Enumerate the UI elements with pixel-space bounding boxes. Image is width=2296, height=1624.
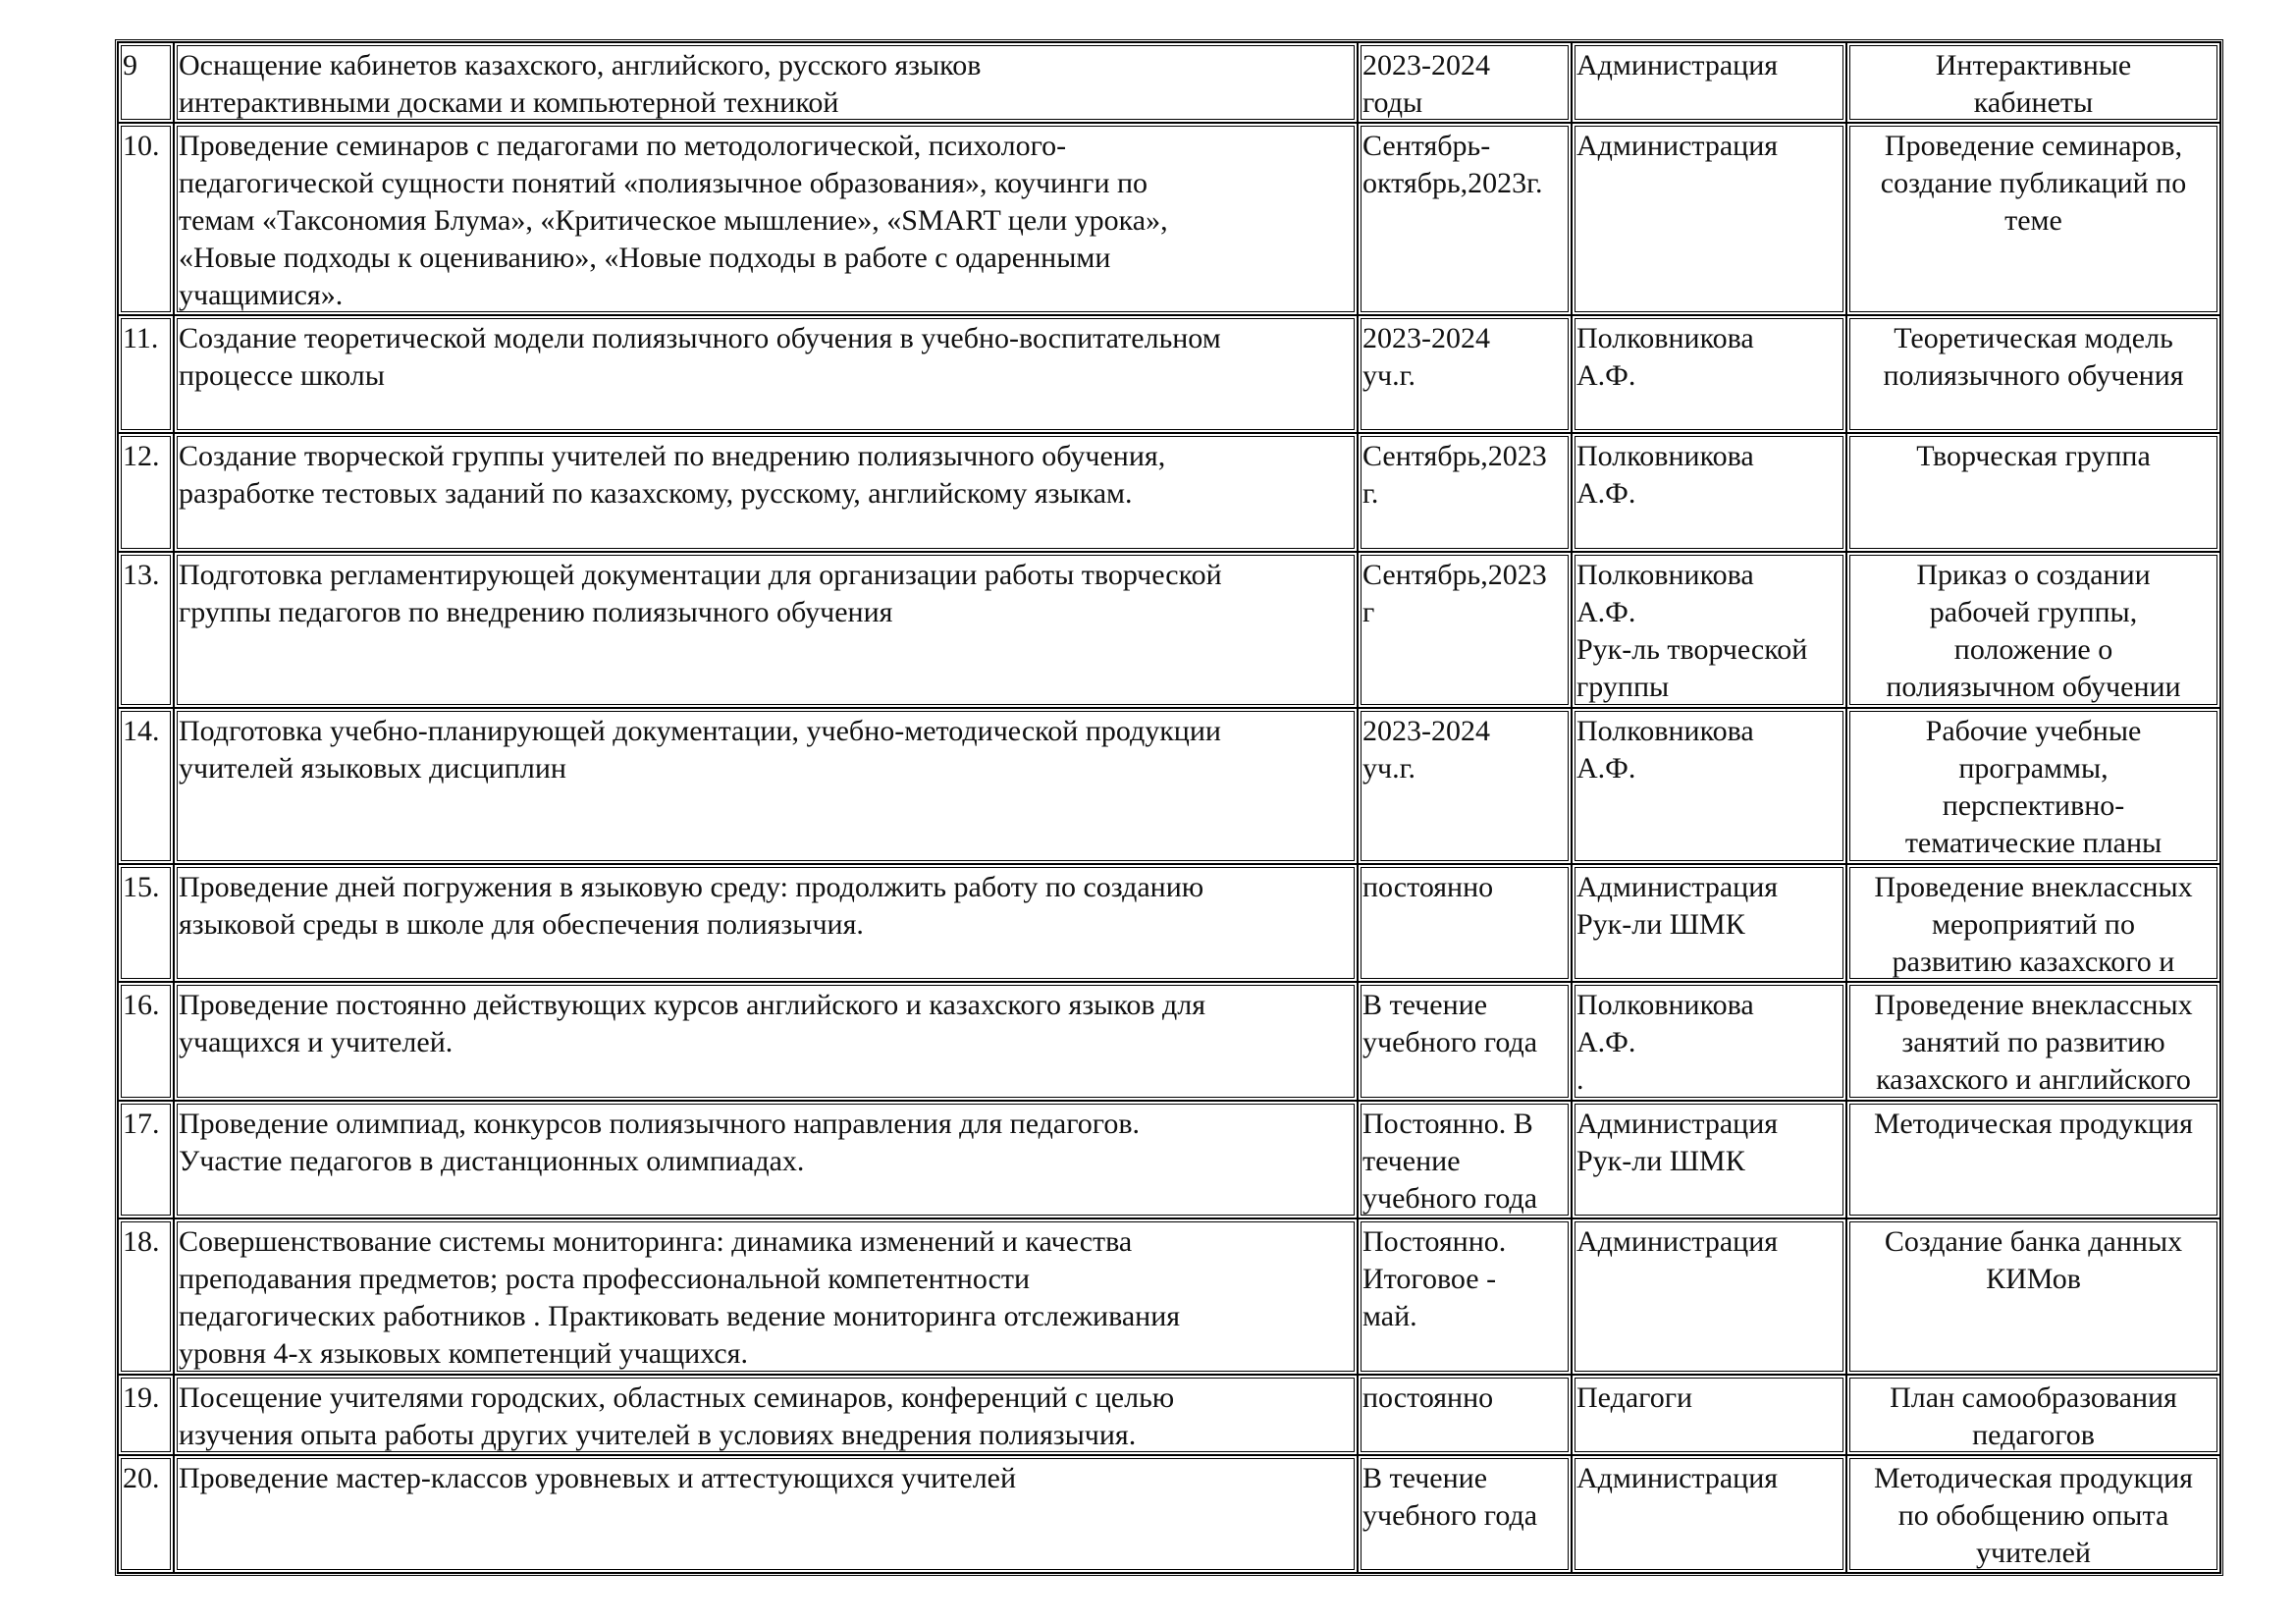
row-number [118,1455,174,1573]
activity-text: Посещение учителями городских, областных семинаров, конференций с целью изучения опыта работы других учителей в условиях внедрения полиязычия. [179,1381,1175,1451]
row-number [118,982,174,1101]
action-plan-table [115,39,2223,1576]
result-cell [1846,864,2220,982]
activity-text: Проведение олимпиад, конкурсов полиязычного направления для педагогов. Участие педагогов в дистанционных олимпиадах. [179,1108,1140,1177]
row-number [118,1218,174,1375]
table-row [118,42,2220,123]
responsible-text: Полковникова А.Ф. [1576,322,1754,392]
term-text: 2023-2024 годы [1362,49,1490,119]
result-text: Рабочие учебные программы, перспективно- тематические планы [1904,715,2163,859]
table-row [118,1101,2220,1218]
row-number-text: 14. [123,715,160,747]
responsible-text: Администрация [1576,130,1779,162]
row-number [118,864,174,982]
activity-text: Проведение семинаров с педагогами по методологической, психолого- педагогической сущности понятий «полиязычное образования», коучинги по темам «Таксономия Блума», «Критическое мышление», «SMART цели урока», «Новые подходы к оцениванию», «Новые подходы в работе с одаренными учащимися». [179,130,1168,311]
result-text: Приказ о создании рабочей группы, положение о полиязычном обучении [1886,559,2181,703]
term-text: В течение учебного года [1362,1462,1538,1532]
responsible-cell [1572,982,1846,1101]
row-number-text: 16. [123,989,160,1021]
responsible-text: Полковникова А.Ф. . [1576,989,1754,1096]
activity-text: Подготовка регламентирующей документации для организации работы творческой группы педагогов по внедрению полиязычного обучения [179,559,1222,628]
activity-cell [174,1375,1358,1455]
row-number-text: 10. [123,130,160,162]
table-row [118,552,2220,708]
activity-cell [174,708,1358,864]
row-number-text: 18. [123,1225,160,1258]
row-number-text: 15. [123,871,160,903]
result-text: Создание банка данных КИМов [1884,1225,2183,1295]
row-number-text: 13. [123,559,160,591]
table-row [118,864,2220,982]
table-row [118,315,2220,433]
result-cell [1846,982,2220,1101]
activity-text: Проведение дней погружения в языковую среду: продолжить работу по созданию языковой среды в школе для обеспечения полиязычия. [179,871,1204,941]
row-number [118,42,174,123]
responsible-text: Полковникова А.Ф. Рук-ль творческой группы [1576,559,1808,703]
activity-text: Проведение постоянно действующих курсов английского и казахского языков для учащихся и учителей. [179,989,1206,1058]
responsible-cell [1572,433,1846,552]
result-cell [1846,123,2220,315]
responsible-cell [1572,42,1846,123]
responsible-text: Администрация Рук-ли ШМК [1576,1108,1779,1177]
term-text: 2023-2024 уч.г. [1362,715,1490,785]
row-number [118,123,174,315]
term-cell [1358,1375,1572,1455]
result-cell [1846,552,2220,708]
term-text: постоянно [1362,871,1494,903]
activity-cell [174,123,1358,315]
result-cell [1846,315,2220,433]
term-text: Постоянно. В течение учебного года [1362,1108,1538,1215]
table-row [118,1375,2220,1455]
term-cell [1358,864,1572,982]
result-text: Творческая группа [1916,440,2151,472]
responsible-text: Администрация [1576,49,1779,81]
result-cell [1846,42,2220,123]
responsible-cell [1572,315,1846,433]
term-cell [1358,1218,1572,1375]
result-text: Теоретическая модель полиязычного обучения [1883,322,2184,392]
activity-cell [174,1101,1358,1218]
term-cell [1358,1101,1572,1218]
activity-cell [174,864,1358,982]
result-text: Проведение внеклассных занятий по развитию казахского и английского [1874,989,2193,1096]
row-number [118,708,174,864]
term-cell [1358,42,1572,123]
result-cell [1846,1218,2220,1375]
term-cell [1358,552,1572,708]
row-number-text: 20. [123,1462,160,1494]
activity-text: Совершенствование системы мониторинга: динамика изменений и качества преподавания предметов; роста профессиональной компетентности педагогических работников . Практиковать ведение мониторинга отслеживания уровня 4-х языковых компетенций учащихся. [179,1225,1181,1370]
activity-cell [174,42,1358,123]
result-cell [1846,1101,2220,1218]
table-body [118,42,2220,1573]
term-cell [1358,1455,1572,1573]
term-text: постоянно [1362,1381,1494,1414]
responsible-text: Педагоги [1576,1381,1693,1414]
responsible-cell [1572,864,1846,982]
table-row [118,982,2220,1101]
table-row [118,708,2220,864]
activity-text: Оснащение кабинетов казахского, английского, русского языков интерактивными досками и компьютерной техникой [179,49,982,119]
responsible-cell [1572,552,1846,708]
activity-cell [174,982,1358,1101]
term-text: В течение учебного года [1362,989,1538,1058]
activity-text: Создание теоретической модели полиязычного обучения в учебно-воспитательном процессе школы [179,322,1221,392]
result-text: Методическая продукция [1874,1108,2193,1140]
activity-cell [174,552,1358,708]
activity-cell [174,1455,1358,1573]
row-number [118,1375,174,1455]
result-cell [1846,433,2220,552]
term-text: Постоянно. Итоговое - май. [1362,1225,1507,1332]
term-cell [1358,708,1572,864]
activity-cell [174,1218,1358,1375]
result-text: Проведение семинаров, создание публикаций по теме [1880,130,2187,237]
result-text: Методическая продукция по обобщению опыта учителей [1874,1462,2193,1569]
term-text: Сентябрь,2023 г [1362,559,1547,628]
table-row [118,433,2220,552]
responsible-cell [1572,1101,1846,1218]
responsible-cell [1572,1455,1846,1573]
row-number-text: 9 [123,49,137,81]
responsible-cell [1572,1375,1846,1455]
responsible-text: Полковникова А.Ф. [1576,715,1754,785]
responsible-text: Администрация Рук-ли ШМК [1576,871,1779,941]
table-row [118,1455,2220,1573]
term-cell [1358,982,1572,1101]
term-text: Сентябрь,2023 г. [1362,440,1547,510]
result-cell [1846,708,2220,864]
activity-text: Проведение мастер-классов уровневых и аттестующихся учителей [179,1462,1017,1494]
responsible-cell [1572,708,1846,864]
row-number-text: 17. [123,1108,160,1140]
row-number-text: 19. [123,1381,160,1414]
term-cell [1358,123,1572,315]
row-number [118,315,174,433]
responsible-cell [1572,1218,1846,1375]
row-number-text: 11. [123,322,159,354]
result-text: Проведение внеклассных мероприятий по развитию казахского и [1874,871,2193,978]
term-cell [1358,315,1572,433]
result-cell [1846,1455,2220,1573]
term-text: Сентябрь- октябрь,2023г. [1362,130,1543,199]
row-number [118,1101,174,1218]
term-text: 2023-2024 уч.г. [1362,322,1490,392]
table-row [118,1218,2220,1375]
term-cell [1358,433,1572,552]
activity-cell [174,433,1358,552]
result-text: Интерактивные кабинеты [1935,49,2132,119]
result-text: План самообразования педагогов [1890,1381,2177,1451]
responsible-text: Администрация [1576,1462,1779,1494]
responsible-text: Администрация [1576,1225,1779,1258]
result-cell [1846,1375,2220,1455]
activity-cell [174,315,1358,433]
row-number-text: 12. [123,440,160,472]
activity-text: Подготовка учебно-планирующей документации, учебно-методической продукции учителей языковых дисциплин [179,715,1221,785]
activity-text: Создание творческой группы учителей по внедрению полиязычного обучения, разработке тестовых заданий по казахскому, русскому, английскому языкам. [179,440,1166,510]
row-number [118,552,174,708]
responsible-text: Полковникова А.Ф. [1576,440,1754,510]
row-number [118,433,174,552]
responsible-cell [1572,123,1846,315]
table-row [118,123,2220,315]
